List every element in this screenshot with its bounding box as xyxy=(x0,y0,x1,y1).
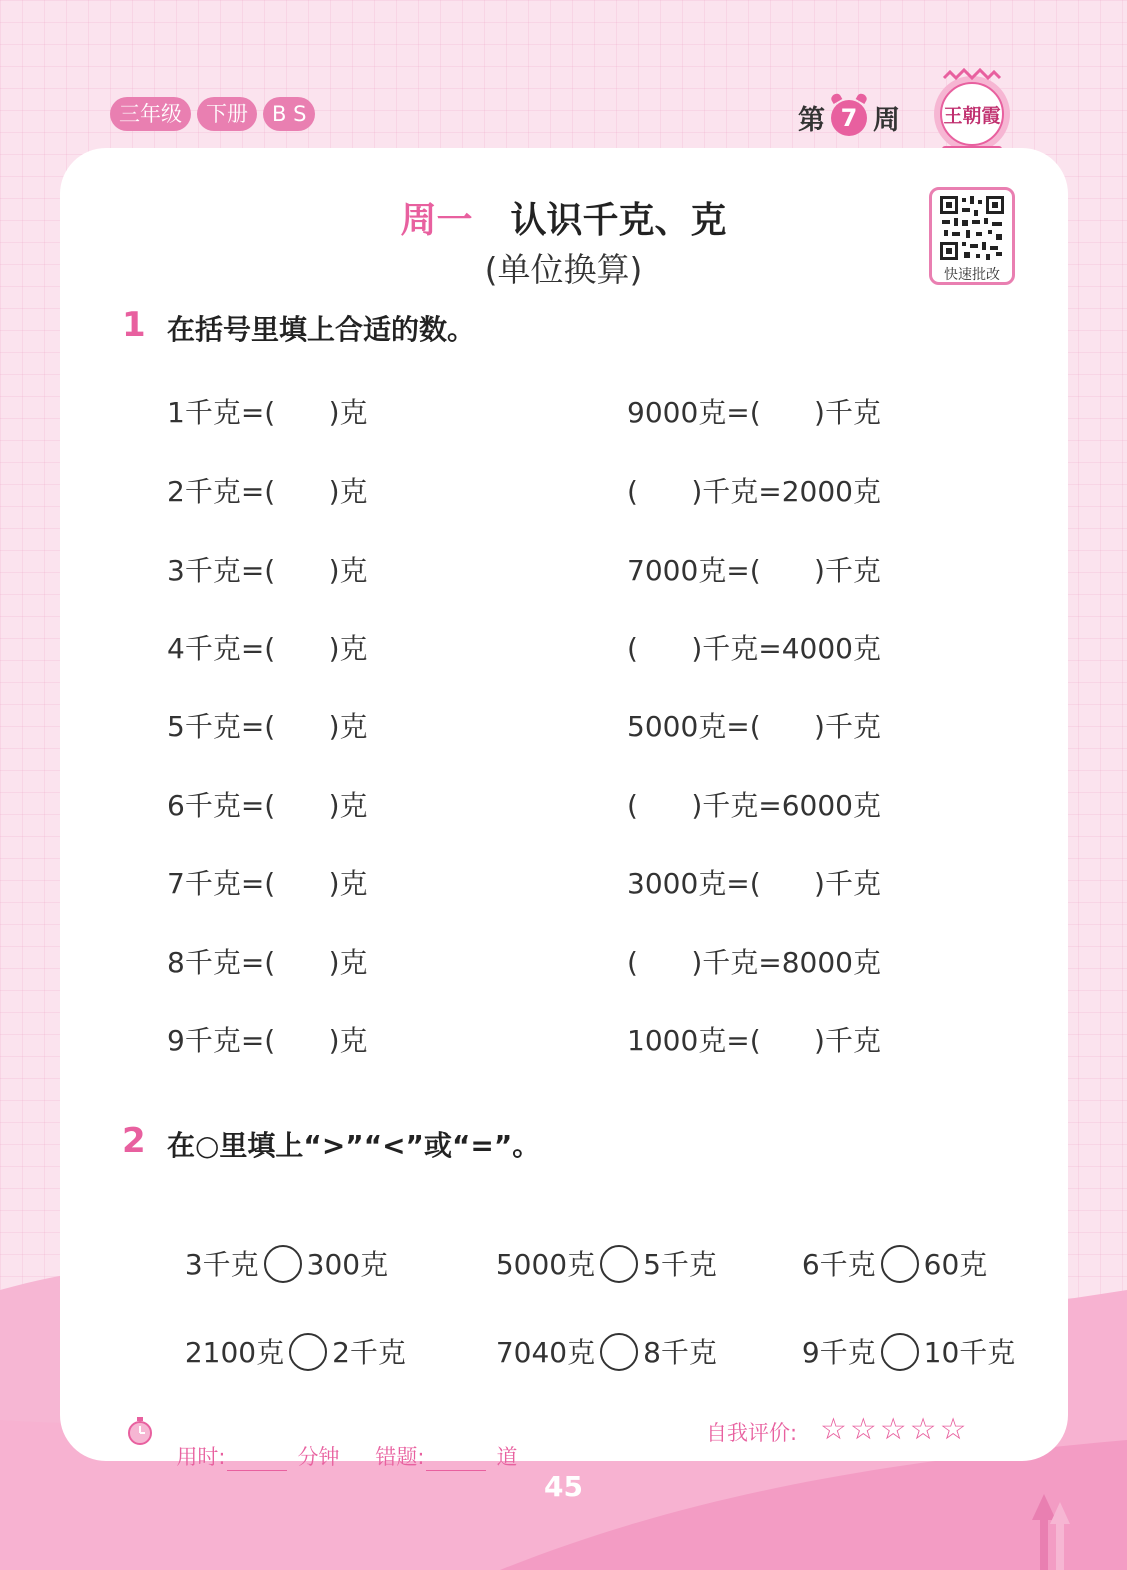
comparison-left: 5000克 xyxy=(495,1248,596,1281)
conversion-right-9: 1000克=( )千克 xyxy=(627,1024,881,1057)
volume-tag: 下册 xyxy=(197,97,257,131)
time-spent xyxy=(163,1417,339,1471)
compare-circle[interactable] xyxy=(264,1245,302,1283)
conversion-right-6: ( )千克=6000克 xyxy=(627,789,881,822)
comparison-right: 60克 xyxy=(923,1248,988,1281)
comparison-item xyxy=(784,1210,987,1285)
conversion-right-4: ( )千克=4000克 xyxy=(627,632,881,665)
conversion-left-2: 2千克=( )克 xyxy=(167,475,368,508)
errors-unit: 道 xyxy=(496,1445,518,1469)
svg-text:王朝霞: 王朝霞 xyxy=(943,105,1001,127)
grade-tags xyxy=(110,97,315,131)
comparison-item xyxy=(478,1298,717,1373)
week-number-badge: 7 xyxy=(831,100,867,136)
qr-code-icon xyxy=(938,194,1006,262)
compare-circle[interactable] xyxy=(289,1333,327,1371)
comparison-left: 2100克 xyxy=(184,1336,285,1369)
conversion-left-3: 3千克=( )克 xyxy=(167,554,368,587)
conversion-left-7: 7千克=( )克 xyxy=(167,867,368,900)
title-main: 认识千克、克 xyxy=(510,200,727,241)
stopwatch-icon xyxy=(126,1416,154,1446)
comparison-right: 10千克 xyxy=(923,1336,1016,1369)
section-2-number: 2 xyxy=(122,1121,146,1161)
week-prefix: 第 xyxy=(798,105,825,136)
section-2-instruction: 在○里填上“>”“<”或“=”。 xyxy=(167,1129,541,1162)
conversion-left-9: 9千克=( )克 xyxy=(167,1024,368,1057)
compare-circle[interactable] xyxy=(881,1333,919,1371)
compare-circle[interactable] xyxy=(600,1333,638,1371)
qr-code-panel[interactable] xyxy=(929,187,1015,285)
week-suffix: 周 xyxy=(873,105,900,136)
page-number: 45 xyxy=(544,1470,583,1503)
title-day: 周一 xyxy=(400,200,473,241)
comparison-right: 5千克 xyxy=(643,1248,717,1281)
comparison-item xyxy=(784,1298,1015,1373)
compare-circle[interactable] xyxy=(881,1245,919,1283)
compare-circle[interactable] xyxy=(600,1245,638,1283)
conversion-left-1: 1千克=( )克 xyxy=(167,396,368,429)
conversion-right-1: 9000克=( )千克 xyxy=(627,396,881,429)
comparison-item xyxy=(167,1210,388,1285)
errors-blank[interactable] xyxy=(426,1449,486,1471)
conversion-left-4: 4千克=( )克 xyxy=(167,632,368,665)
conversion-left-6: 6千克=( )克 xyxy=(167,789,368,822)
page-subtitle: (单位换算) xyxy=(484,250,643,289)
section-1-instruction: 在括号里填上合适的数。 xyxy=(167,313,476,346)
conversion-left-5: 5千克=( )克 xyxy=(167,710,368,743)
arrows-decoration-icon xyxy=(1030,1490,1075,1570)
conversion-right-7: 3000克=( )千克 xyxy=(627,867,881,900)
error-count xyxy=(362,1417,517,1471)
time-unit: 分钟 xyxy=(297,1445,340,1469)
comparison-left: 7040克 xyxy=(495,1336,596,1369)
comparison-right: 2千克 xyxy=(332,1336,406,1369)
edition-tag: B S xyxy=(263,97,315,131)
conversion-right-5: 5000克=( )千克 xyxy=(627,710,881,743)
errors-label: 错题: xyxy=(375,1445,425,1469)
self-rating-label: 自我评价: xyxy=(706,1421,798,1445)
comparison-left: 6千克 xyxy=(801,1248,876,1281)
conversion-right-2: ( )千克=2000克 xyxy=(627,475,881,508)
week-indicator xyxy=(798,98,900,137)
conversion-left-8: 8千克=( )克 xyxy=(167,946,368,979)
time-label: 用时: xyxy=(176,1445,226,1469)
section-1-number: 1 xyxy=(122,305,146,345)
time-blank[interactable] xyxy=(227,1449,287,1471)
comparison-right: 8千克 xyxy=(643,1336,717,1369)
comparison-left: 9千克 xyxy=(801,1336,876,1369)
rating-stars[interactable]: ☆☆☆☆☆ xyxy=(820,1412,970,1447)
grade-tag: 三年级 xyxy=(110,97,191,131)
comparison-right: 300克 xyxy=(306,1248,389,1281)
conversion-right-3: 7000克=( )千克 xyxy=(627,554,881,587)
qr-caption: 快速批改 xyxy=(944,267,1000,283)
conversion-right-8: ( )千克=8000克 xyxy=(627,946,881,979)
comparison-item xyxy=(167,1298,406,1373)
comparison-left: 3千克 xyxy=(184,1248,259,1281)
comparison-item xyxy=(478,1210,717,1285)
